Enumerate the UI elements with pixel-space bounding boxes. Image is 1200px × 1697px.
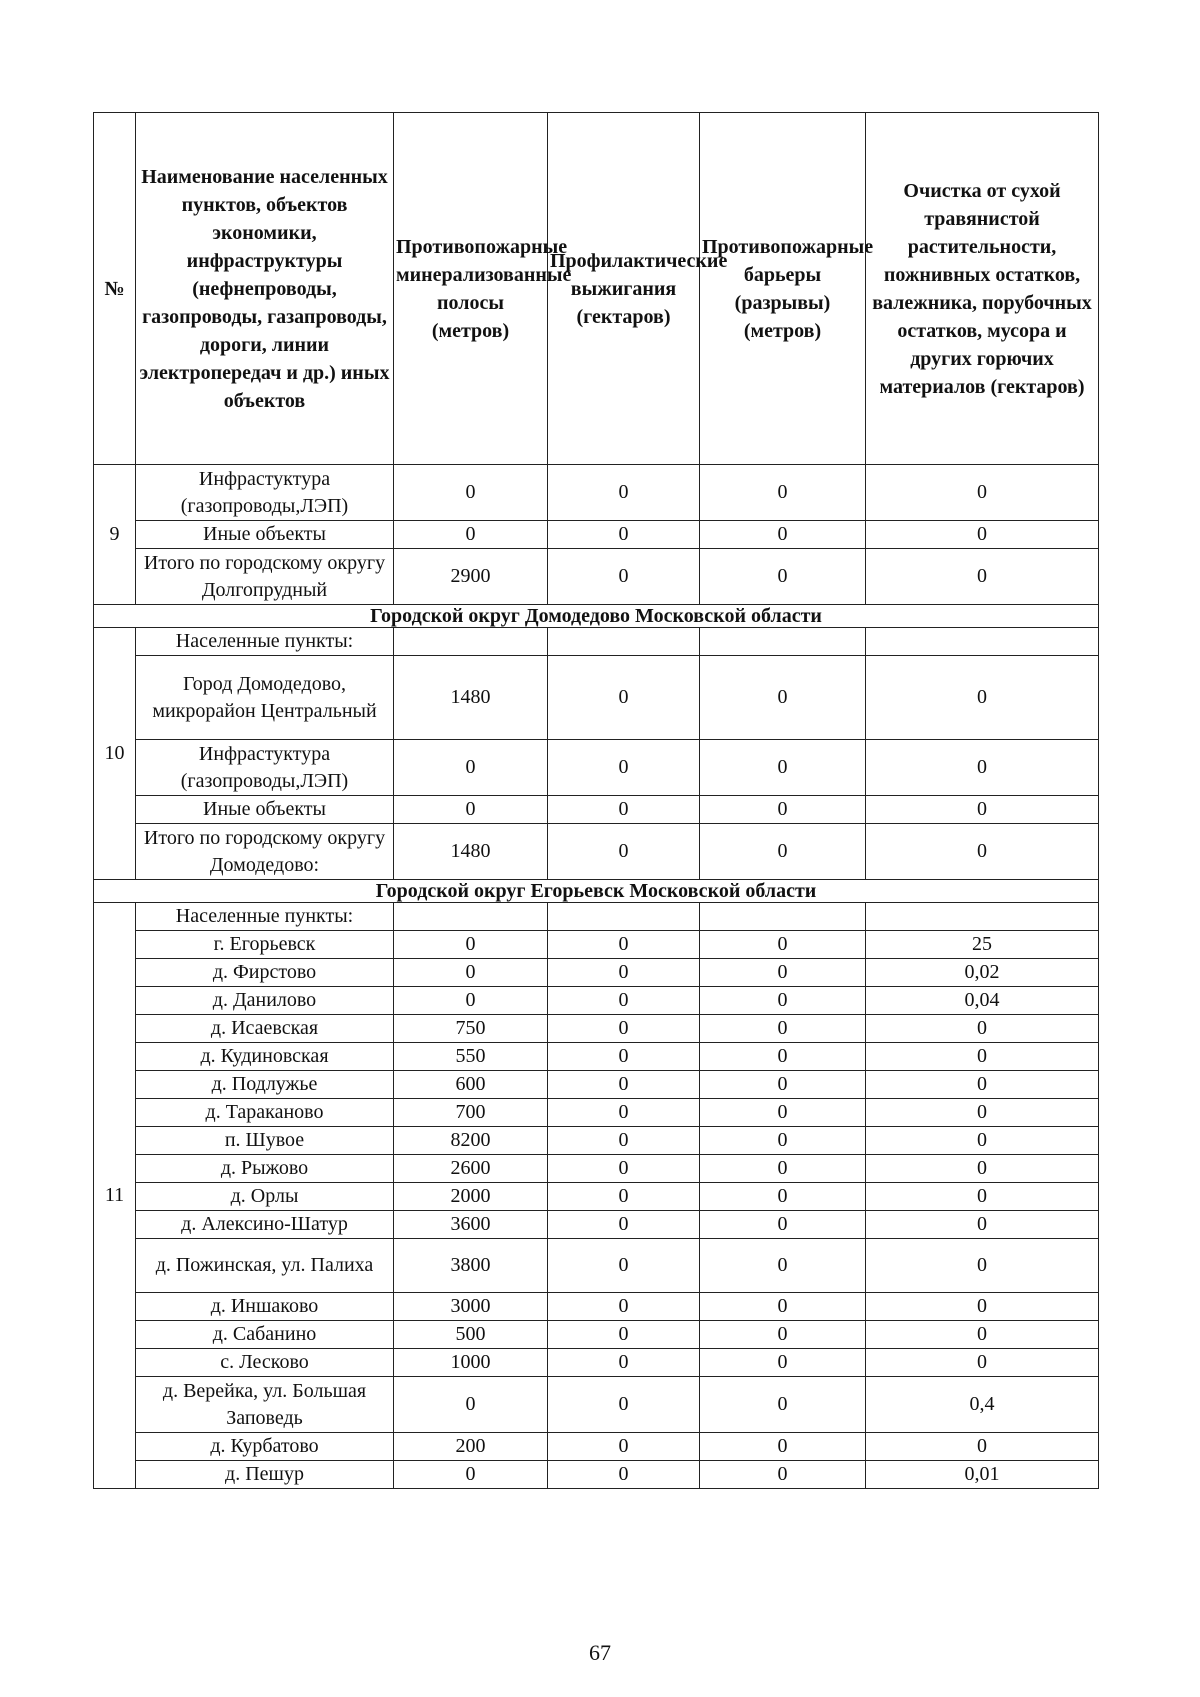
header-cleaning: Очистка от сухой травянистой растительности, пожнивных остатков, валежника, порубочных остатков, мусора и других горючих материалов (гектаров) bbox=[866, 113, 1099, 465]
row-name: г. Егорьевск bbox=[136, 931, 394, 959]
row-name: Итого по городскому округу Домодедово: bbox=[136, 824, 394, 880]
cell-mineralized-strips: 200 bbox=[394, 1433, 548, 1461]
cell-fire-barriers: 0 bbox=[700, 465, 866, 521]
cell-preventive-burning: 0 bbox=[548, 959, 700, 987]
header-num: № bbox=[94, 113, 136, 465]
table-row bbox=[94, 1211, 1099, 1239]
cell-preventive-burning: 0 bbox=[548, 1071, 700, 1099]
cell-fire-barriers: 0 bbox=[700, 1377, 866, 1433]
row-name: д. Верейка, ул. Большая Заповедь bbox=[136, 1377, 394, 1433]
cell-fire-barriers: 0 bbox=[700, 1293, 866, 1321]
cell-cleaning: 0 bbox=[866, 1293, 1099, 1321]
cell-cleaning: 0 bbox=[866, 1321, 1099, 1349]
cell-cleaning: 0 bbox=[866, 521, 1099, 549]
cell-mineralized-strips: 0 bbox=[394, 521, 548, 549]
cell-cleaning: 0,02 bbox=[866, 959, 1099, 987]
row-name: д. Фирстово bbox=[136, 959, 394, 987]
cell-mineralized-strips: 1000 bbox=[394, 1349, 548, 1377]
cell-fire-barriers: 0 bbox=[700, 1433, 866, 1461]
cell-mineralized-strips: 0 bbox=[394, 931, 548, 959]
row-name: Инфрастуктура (газопроводы,ЛЭП) bbox=[136, 465, 394, 521]
cell-preventive-burning: 0 bbox=[548, 796, 700, 824]
cell-cleaning: 0 bbox=[866, 1349, 1099, 1377]
settlements-label: Населенные пункты: bbox=[136, 903, 394, 931]
cell-cleaning: 0 bbox=[866, 1015, 1099, 1043]
cell-cleaning: 0 bbox=[866, 1211, 1099, 1239]
cell-preventive-burning: 0 bbox=[548, 656, 700, 740]
cell-fire-barriers: 0 bbox=[700, 521, 866, 549]
cell-mineralized-strips: 0 bbox=[394, 465, 548, 521]
table-row bbox=[94, 987, 1099, 1015]
cell-cleaning: 0 bbox=[866, 1071, 1099, 1099]
cell-preventive-burning: 0 bbox=[548, 549, 700, 605]
cell-mineralized-strips: 0 bbox=[394, 959, 548, 987]
row-name: Иные объекты bbox=[136, 796, 394, 824]
cell-preventive-burning: 0 bbox=[548, 1461, 700, 1489]
header-preventive-burning: Профилактические выжигания (гектаров) bbox=[548, 113, 700, 465]
cell-cleaning: 0 bbox=[866, 465, 1099, 521]
settlements-label: Населенные пункты: bbox=[136, 628, 394, 656]
cell-mineralized-strips: 700 bbox=[394, 1099, 548, 1127]
cell-mineralized-strips: 2900 bbox=[394, 549, 548, 605]
cell-cleaning: 0 bbox=[866, 796, 1099, 824]
cell-preventive-burning: 0 bbox=[548, 1349, 700, 1377]
cell-fire-barriers: 0 bbox=[700, 1043, 866, 1071]
cell-mineralized-strips: 0 bbox=[394, 740, 548, 796]
row-name: д. Пожинская, ул. Палиха bbox=[136, 1239, 394, 1293]
row-number: 9 bbox=[94, 465, 136, 605]
cell-fire-barriers: 0 bbox=[700, 1239, 866, 1293]
cell-mineralized-strips: 0 bbox=[394, 796, 548, 824]
section-title: Городской округ Домодедово Московской области bbox=[94, 605, 1099, 628]
table-row bbox=[94, 1127, 1099, 1155]
cell-cleaning: 0 bbox=[866, 1433, 1099, 1461]
header-fire-barriers: Противопожарные барьеры (разрывы) (метров) bbox=[700, 113, 866, 465]
empty-cell bbox=[394, 628, 548, 656]
row-name: с. Лесково bbox=[136, 1349, 394, 1377]
cell-mineralized-strips: 2600 bbox=[394, 1155, 548, 1183]
fire-prevention-table bbox=[93, 112, 1099, 1489]
cell-preventive-burning: 0 bbox=[548, 1239, 700, 1293]
row-name: д. Алексино-Шатур bbox=[136, 1211, 394, 1239]
cell-mineralized-strips: 750 bbox=[394, 1015, 548, 1043]
cell-cleaning: 0 bbox=[866, 1239, 1099, 1293]
table-row bbox=[94, 1043, 1099, 1071]
cell-preventive-burning: 0 bbox=[548, 1377, 700, 1433]
cell-fire-barriers: 0 bbox=[700, 740, 866, 796]
cell-mineralized-strips: 1480 bbox=[394, 656, 548, 740]
empty-cell bbox=[548, 903, 700, 931]
empty-cell bbox=[700, 903, 866, 931]
cell-cleaning: 0 bbox=[866, 549, 1099, 605]
cell-cleaning: 0,4 bbox=[866, 1377, 1099, 1433]
cell-cleaning: 0 bbox=[866, 1043, 1099, 1071]
row-name: Инфрастуктура (газопроводы,ЛЭП) bbox=[136, 740, 394, 796]
section-row bbox=[94, 880, 1099, 903]
row-name: д. Подлужье bbox=[136, 1071, 394, 1099]
cell-cleaning: 0 bbox=[866, 1127, 1099, 1155]
row-name: д. Иншаково bbox=[136, 1293, 394, 1321]
cell-preventive-burning: 0 bbox=[548, 740, 700, 796]
row-number: 10 bbox=[94, 628, 136, 880]
table-row bbox=[94, 1071, 1099, 1099]
cell-fire-barriers: 0 bbox=[700, 1461, 866, 1489]
cell-mineralized-strips: 3600 bbox=[394, 1211, 548, 1239]
table-row bbox=[94, 740, 1099, 796]
table-body bbox=[94, 465, 1099, 1489]
cell-fire-barriers: 0 bbox=[700, 1099, 866, 1127]
cell-mineralized-strips: 1480 bbox=[394, 824, 548, 880]
table-row bbox=[94, 1099, 1099, 1127]
cell-fire-barriers: 0 bbox=[700, 1211, 866, 1239]
header-row bbox=[94, 113, 1099, 465]
table-row bbox=[94, 1349, 1099, 1377]
table-row bbox=[94, 903, 1099, 931]
cell-preventive-burning: 0 bbox=[548, 1321, 700, 1349]
empty-cell bbox=[394, 903, 548, 931]
empty-cell bbox=[866, 903, 1099, 931]
cell-cleaning: 0 bbox=[866, 1183, 1099, 1211]
cell-fire-barriers: 0 bbox=[700, 1321, 866, 1349]
cell-preventive-burning: 0 bbox=[548, 1155, 700, 1183]
cell-fire-barriers: 0 bbox=[700, 959, 866, 987]
table-row bbox=[94, 824, 1099, 880]
cell-cleaning: 0,01 bbox=[866, 1461, 1099, 1489]
table-row bbox=[94, 1015, 1099, 1043]
cell-fire-barriers: 0 bbox=[700, 1071, 866, 1099]
cell-fire-barriers: 0 bbox=[700, 1015, 866, 1043]
cell-mineralized-strips: 0 bbox=[394, 1377, 548, 1433]
row-name: д. Тараканово bbox=[136, 1099, 394, 1127]
row-name: д. Сабанино bbox=[136, 1321, 394, 1349]
table-row bbox=[94, 1293, 1099, 1321]
section-title: Городской округ Егорьевск Московской области bbox=[94, 880, 1099, 903]
empty-cell bbox=[866, 628, 1099, 656]
cell-preventive-burning: 0 bbox=[548, 1183, 700, 1211]
table-row bbox=[94, 1377, 1099, 1433]
cell-fire-barriers: 0 bbox=[700, 656, 866, 740]
table-row bbox=[94, 521, 1099, 549]
cell-preventive-burning: 0 bbox=[548, 1015, 700, 1043]
cell-preventive-burning: 0 bbox=[548, 521, 700, 549]
row-name: д. Курбатово bbox=[136, 1433, 394, 1461]
cell-fire-barriers: 0 bbox=[700, 824, 866, 880]
table-row bbox=[94, 1433, 1099, 1461]
cell-fire-barriers: 0 bbox=[700, 549, 866, 605]
cell-mineralized-strips: 2000 bbox=[394, 1183, 548, 1211]
row-name: д. Данилово bbox=[136, 987, 394, 1015]
cell-fire-barriers: 0 bbox=[700, 1127, 866, 1155]
row-name: д. Кудиновская bbox=[136, 1043, 394, 1071]
cell-preventive-burning: 0 bbox=[548, 1293, 700, 1321]
row-name: д. Исаевская bbox=[136, 1015, 394, 1043]
table-row bbox=[94, 628, 1099, 656]
cell-mineralized-strips: 0 bbox=[394, 987, 548, 1015]
cell-cleaning: 0 bbox=[866, 740, 1099, 796]
table-row bbox=[94, 1155, 1099, 1183]
table-row bbox=[94, 1321, 1099, 1349]
empty-cell bbox=[548, 628, 700, 656]
cell-preventive-burning: 0 bbox=[548, 987, 700, 1015]
row-number: 11 bbox=[94, 903, 136, 1489]
cell-mineralized-strips: 500 bbox=[394, 1321, 548, 1349]
cell-cleaning: 0 bbox=[866, 1099, 1099, 1127]
table-row bbox=[94, 1461, 1099, 1489]
cell-mineralized-strips: 550 bbox=[394, 1043, 548, 1071]
page-number: 67 bbox=[589, 1640, 611, 1665]
cell-cleaning: 25 bbox=[866, 931, 1099, 959]
cell-mineralized-strips: 3800 bbox=[394, 1239, 548, 1293]
table-row bbox=[94, 1183, 1099, 1211]
cell-preventive-burning: 0 bbox=[548, 824, 700, 880]
cell-cleaning: 0 bbox=[866, 824, 1099, 880]
table-row bbox=[94, 656, 1099, 740]
row-name: д. Пешур bbox=[136, 1461, 394, 1489]
cell-fire-barriers: 0 bbox=[700, 1155, 866, 1183]
cell-fire-barriers: 0 bbox=[700, 931, 866, 959]
cell-preventive-burning: 0 bbox=[548, 931, 700, 959]
cell-preventive-burning: 0 bbox=[548, 1211, 700, 1239]
cell-preventive-burning: 0 bbox=[548, 465, 700, 521]
section-row bbox=[94, 605, 1099, 628]
cell-cleaning: 0 bbox=[866, 656, 1099, 740]
cell-preventive-burning: 0 bbox=[548, 1433, 700, 1461]
empty-cell bbox=[700, 628, 866, 656]
row-name: д. Рыжово bbox=[136, 1155, 394, 1183]
table-row bbox=[94, 959, 1099, 987]
table-row bbox=[94, 465, 1099, 521]
row-name: д. Орлы bbox=[136, 1183, 394, 1211]
header-mineralized-strips: Противопожарные минерализованные полосы (метров) bbox=[394, 113, 548, 465]
table-row bbox=[94, 796, 1099, 824]
row-name: Город Домодедово, микрорайон Центральный bbox=[136, 656, 394, 740]
row-name: Итого по городскому округу Долгопрудный bbox=[136, 549, 394, 605]
table-row bbox=[94, 931, 1099, 959]
row-name: Иные объекты bbox=[136, 521, 394, 549]
row-name: п. Шувое bbox=[136, 1127, 394, 1155]
cell-preventive-burning: 0 bbox=[548, 1043, 700, 1071]
cell-fire-barriers: 0 bbox=[700, 1183, 866, 1211]
cell-preventive-burning: 0 bbox=[548, 1099, 700, 1127]
cell-preventive-burning: 0 bbox=[548, 1127, 700, 1155]
cell-mineralized-strips: 8200 bbox=[394, 1127, 548, 1155]
cell-fire-barriers: 0 bbox=[700, 987, 866, 1015]
cell-fire-barriers: 0 bbox=[700, 1349, 866, 1377]
cell-cleaning: 0,04 bbox=[866, 987, 1099, 1015]
table-row bbox=[94, 549, 1099, 605]
cell-mineralized-strips: 0 bbox=[394, 1461, 548, 1489]
cell-cleaning: 0 bbox=[866, 1155, 1099, 1183]
header-name: Наименование населенных пунктов, объектов экономики, инфраструктуры (нефнепроводы, газопроводы, газапроводы, дороги, линии электропередач и др.) иных объектов bbox=[136, 113, 394, 465]
cell-mineralized-strips: 3000 bbox=[394, 1293, 548, 1321]
cell-fire-barriers: 0 bbox=[700, 796, 866, 824]
table-row bbox=[94, 1239, 1099, 1293]
cell-mineralized-strips: 600 bbox=[394, 1071, 548, 1099]
